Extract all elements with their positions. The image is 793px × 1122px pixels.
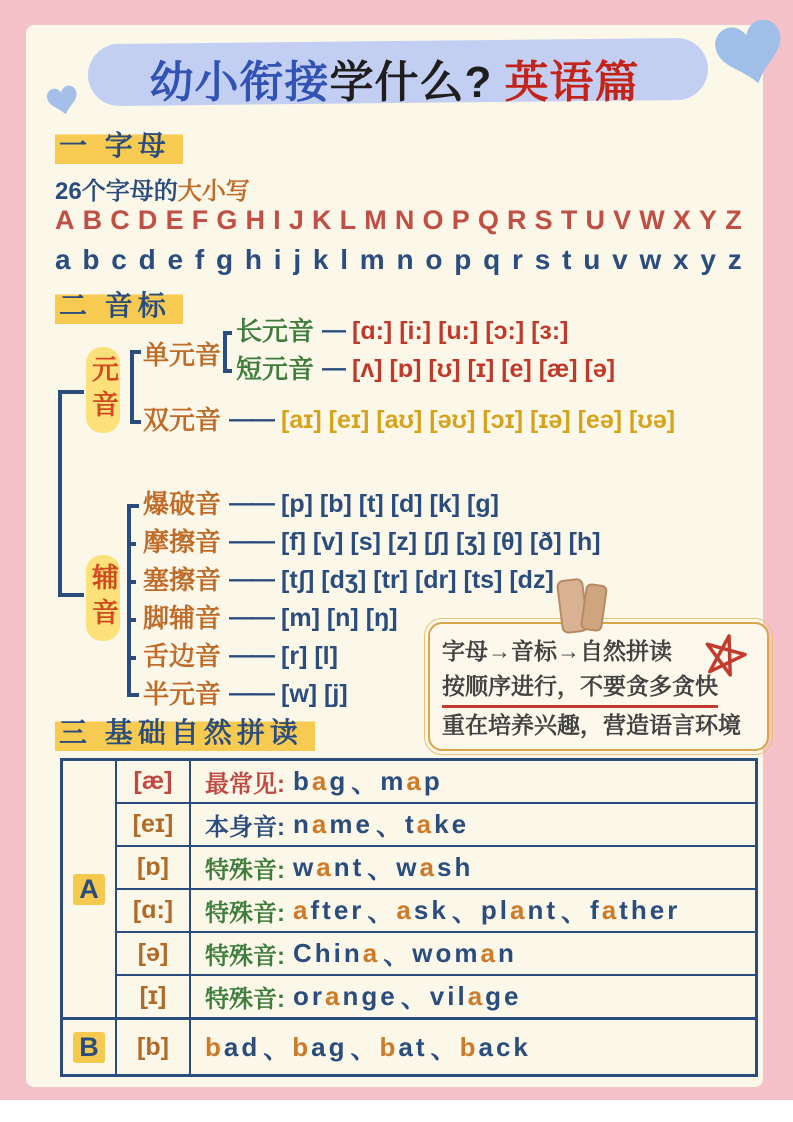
letter: B <box>82 205 103 235</box>
note-line-3: 重在培养兴趣，营造语言环境 <box>442 712 741 738</box>
letter: L <box>339 205 357 235</box>
content-card <box>26 25 763 1087</box>
diphthong-label: 双元音 <box>143 405 222 435</box>
letter: p <box>454 244 472 275</box>
wooden-clip-icon <box>534 576 612 638</box>
letter: x <box>673 244 689 275</box>
description-label: 特殊音: <box>205 857 285 884</box>
table-row <box>117 845 755 888</box>
letter: a <box>55 244 71 275</box>
title-part-black: 学什么? <box>329 58 493 107</box>
word-separator: 、 <box>367 854 394 884</box>
consonant-type-label: 爆破音 <box>143 489 222 519</box>
description-label: 特殊音: <box>205 943 285 970</box>
dash: —— <box>229 680 274 707</box>
section-letters-heading: 一 字母 <box>55 124 183 164</box>
letter: F <box>191 205 209 235</box>
table-group <box>63 1017 755 1074</box>
description-cell <box>191 890 755 931</box>
example-word: woman <box>412 938 517 968</box>
dash: —— <box>229 642 274 669</box>
short-vowel-row <box>236 355 615 383</box>
tree-line <box>127 656 136 660</box>
letter: Q <box>477 205 499 235</box>
diphthong-row <box>143 406 675 434</box>
phonetic-symbols: [p] [b] [t] [d] [k] [g] <box>281 490 499 518</box>
tree-line <box>58 390 62 597</box>
letter: u <box>583 244 601 275</box>
word-separator: 、 <box>367 897 394 927</box>
dash: —— <box>229 490 274 517</box>
letter: M <box>364 205 387 235</box>
tree-line <box>130 350 134 424</box>
consonant-type-label: 摩擦音 <box>143 527 222 557</box>
word-separator: 、 <box>430 1033 457 1064</box>
phonetic-symbols: [r] [l] <box>281 642 338 670</box>
letter: k <box>312 244 329 275</box>
table-row <box>117 888 755 931</box>
phonetic-cell: [b] <box>117 1020 191 1074</box>
letter: E <box>165 205 184 235</box>
tree-line <box>58 390 84 394</box>
description-cell <box>191 1020 755 1074</box>
letter: s <box>534 244 551 275</box>
letter: H <box>245 205 266 235</box>
phonetic-cell: [eɪ] <box>117 804 191 845</box>
consonant-type-label: 半元音 <box>143 679 222 709</box>
phonetic-cell: [ə] <box>117 933 191 974</box>
example-word: take <box>404 809 470 839</box>
letter: b <box>82 244 100 275</box>
description-label: 最常见: <box>205 771 285 798</box>
tree-line <box>58 593 84 597</box>
tree-line <box>223 331 232 335</box>
example-word: map <box>380 766 443 796</box>
letter: o <box>425 244 443 275</box>
letter: h <box>244 244 262 275</box>
dash: —— <box>229 604 274 631</box>
tree-line <box>223 331 227 372</box>
example-word: China <box>293 938 381 968</box>
letter: N <box>394 205 415 235</box>
letter: z <box>727 244 742 275</box>
description-label: 特殊音: <box>205 900 285 927</box>
phonetic-symbols: [tʃ] [dʒ] [tr] [dr] [ts] [dz] <box>281 566 554 594</box>
letters-subtitle <box>55 171 250 206</box>
phonetic-symbols: [aɪ] [eɪ] [aʊ] [əʊ] [ɔɪ] [ɪə] [eə] [ʊə] <box>281 406 676 434</box>
letter: i <box>273 244 282 275</box>
letter: X <box>672 205 691 235</box>
consonant-type-label: 舌边音 <box>143 641 222 671</box>
dash: — <box>322 355 345 382</box>
example-word: name <box>293 809 373 839</box>
consonant-type-label: 脚辅音 <box>143 603 222 633</box>
letter: c <box>111 244 127 275</box>
example-word: vilage <box>429 981 522 1011</box>
phonics-table <box>60 758 758 1077</box>
letter: U <box>585 205 605 235</box>
description-cell <box>191 761 755 802</box>
letter: w <box>639 244 662 275</box>
dash: —— <box>229 406 274 433</box>
letter: I <box>273 205 281 235</box>
example-word: bad <box>205 1031 261 1062</box>
word-separator: 、 <box>351 768 378 798</box>
letter: n <box>396 244 414 275</box>
tree-line <box>127 504 131 697</box>
long-vowel-label: 长元音 <box>236 316 315 346</box>
table-row <box>117 931 755 974</box>
table-row <box>117 761 755 802</box>
example-word: bat <box>379 1031 428 1062</box>
example-word: wash <box>396 852 474 882</box>
short-vowel-label: 短元音 <box>236 354 315 384</box>
tree-line <box>127 618 136 622</box>
phonetic-symbols: [m] [n] [ŋ] <box>281 604 398 632</box>
letter: m <box>359 244 385 275</box>
subtitle-accent: 大小写 <box>177 178 250 205</box>
phonetic-symbols: [w] [j] <box>281 680 348 708</box>
section-phonics-heading: 三 基础自然拼读 <box>55 711 315 751</box>
dash: —— <box>229 566 274 593</box>
letter: l <box>340 244 349 275</box>
example-word: father <box>590 895 681 925</box>
letter: C <box>110 205 130 235</box>
letter: R <box>507 205 527 235</box>
description-label: 特殊音: <box>205 986 285 1013</box>
star-doodle-icon <box>702 632 748 678</box>
letter: K <box>311 205 332 235</box>
tree-line <box>127 504 139 508</box>
group-letter: A <box>73 874 105 905</box>
lowercase-letters-row <box>55 244 742 276</box>
section-phonetics-heading: 二 音标 <box>55 284 183 324</box>
letter: V <box>613 205 632 235</box>
word-separator: 、 <box>451 897 478 927</box>
letter: G <box>216 205 238 235</box>
uppercase-letters-row <box>55 205 742 236</box>
letter: A <box>55 205 75 235</box>
example-word: bag <box>292 1031 348 1062</box>
letter: d <box>138 244 156 275</box>
description-cell <box>191 847 755 888</box>
consonant-row <box>143 490 601 518</box>
phonetic-symbols: [f] [v] [s] [z] [ʃ] [ʒ] [θ] [ð] [h] <box>281 528 601 556</box>
description-label: 本身音: <box>205 814 285 841</box>
example-word: plant <box>480 895 558 925</box>
tree-line <box>130 420 141 424</box>
tree-line <box>127 693 139 697</box>
dash: — <box>322 317 345 344</box>
dash: —— <box>229 528 274 555</box>
example-word: want <box>293 852 365 882</box>
vowel-group-label: 元音 <box>86 347 120 433</box>
letter: S <box>534 205 553 235</box>
word-separator: 、 <box>263 1033 290 1064</box>
consonant-row <box>143 528 601 556</box>
consonant-type-label: 塞擦音 <box>143 565 222 595</box>
table-row <box>117 1020 755 1074</box>
table-row <box>117 802 755 845</box>
example-word: after <box>293 895 365 925</box>
example-word: back <box>459 1031 531 1062</box>
group-letter-cell <box>63 761 117 1017</box>
letter: J <box>288 205 304 235</box>
phonetic-cell: [ɪ] <box>117 976 191 1017</box>
group-letter-cell <box>63 1020 117 1074</box>
letter: y <box>700 244 716 275</box>
letter: T <box>560 205 578 235</box>
letter: r <box>512 244 523 275</box>
letter: f <box>194 244 205 275</box>
phonetic-symbols: [ɑ:] [i:] [u:] [ɔ:] [ɜ:] <box>352 317 569 345</box>
phonetic-symbols: [ʌ] [ɒ] [ʊ] [ɪ] [e] [æ] [ə] <box>352 355 616 383</box>
long-vowel-row <box>236 317 569 345</box>
title-part-red: 英语篇 <box>504 58 640 107</box>
consonant-group-label: 辅音 <box>86 555 120 641</box>
letter: e <box>167 244 184 275</box>
letter: W <box>639 205 665 235</box>
word-separator: 、 <box>350 1033 377 1064</box>
letter: D <box>137 205 158 235</box>
letter: O <box>422 205 444 235</box>
page-title <box>26 46 763 110</box>
letter: P <box>451 205 470 235</box>
word-separator: 、 <box>375 811 402 841</box>
heart-icon <box>45 84 80 118</box>
letter: t <box>562 244 572 275</box>
consonant-row <box>143 566 601 594</box>
table-group <box>63 761 755 1017</box>
phonetic-cell: [ɑ:] <box>117 890 191 931</box>
word-separator: 、 <box>383 940 410 970</box>
mono-vowel-label: 单元音 <box>143 340 222 370</box>
description-cell <box>191 804 755 845</box>
letter: v <box>612 244 628 275</box>
tree-line <box>223 369 232 373</box>
word-separator: 、 <box>561 897 588 927</box>
letter: j <box>293 244 302 275</box>
tree-line <box>130 350 141 354</box>
letter: g <box>215 244 234 275</box>
letter: q <box>483 244 501 275</box>
phonetic-cell: [ɒ] <box>117 847 191 888</box>
word-separator: 、 <box>400 983 427 1013</box>
note-line-2: 按顺序进行，不要贪多贪快 <box>442 669 718 708</box>
phonetic-cell: [æ] <box>117 761 191 802</box>
tree-line <box>127 580 136 584</box>
tip-note-box <box>428 622 769 751</box>
example-word: bag <box>293 766 349 796</box>
letter: Z <box>725 205 742 235</box>
example-word: ask <box>396 895 449 925</box>
letter: Y <box>699 205 718 235</box>
description-cell <box>191 976 755 1017</box>
description-cell <box>191 933 755 974</box>
subtitle-prefix: 26个字母的 <box>55 178 178 205</box>
note-line-1: 字母→音标→自然拼读 <box>442 638 672 664</box>
example-word: orange <box>293 981 398 1011</box>
title-part-blue: 幼小衔接 <box>149 58 330 107</box>
group-letter: B <box>73 1032 105 1063</box>
table-row <box>117 974 755 1017</box>
tree-line <box>127 542 136 546</box>
